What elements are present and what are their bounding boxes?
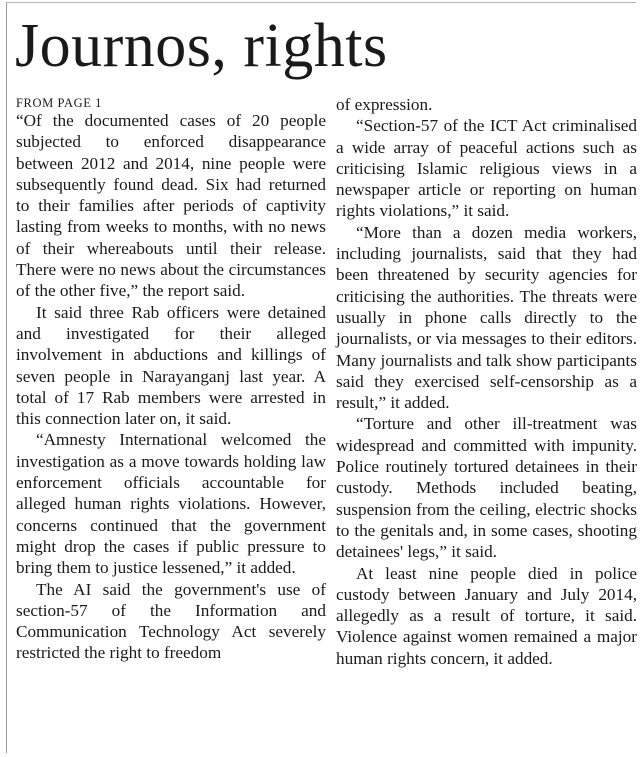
left-rule	[6, 2, 7, 753]
paragraph: “More than a dozen media workers, including journalists, said that they had been threatened by security agencies for criticising the authorities. The threats were usually in phone calls directly to the journalists, or via messages to their editors. Many journalists and talk show participants said they exercised self-censorship as a result,” it added.	[336, 222, 637, 413]
paragraph: “Section-57 of the ICT Act criminalised a wide array of peaceful actions such as criticising Islamic religious views in a newspaper article or reporting on human rights violations,” it said.	[336, 116, 637, 221]
paragraph: It said three Rab officers were detained and investigated for their alleged involvement in abductions and killings of seven people in Narayanganj last year. A total of 17 Rab members were arrested in this connection later on, it said.	[16, 302, 326, 429]
right-column	[336, 94, 637, 669]
paragraph: “Torture and other ill-treatment was widespread and committed with impunity. Police routinely tortured detainees in their custody. Methods included beating, suspension from the ceiling, electric shocks to the genitals and, in some cases, shooting detainees' legs,” it said.	[336, 414, 637, 562]
paragraph: The AI said the government's use of section-57 of the Information and Communication Technology Act severely restricted the right to freedom	[16, 579, 326, 663]
paragraph: At least nine people died in police custody between January and July 2014, allegedly as a result of torture, it said. Violence against women remained a major human rights concern, it added.	[336, 563, 637, 668]
paragraph: “Amnesty International welcomed the investigation as a move towards holding law enforcement officials accountable for alleged human rights violations. However, concerns continued that the government might drop the cases if public pressure to bring them to justice lessened,” it added.	[16, 430, 326, 578]
paragraph: of expression.	[336, 95, 433, 114]
headline: Journos, rights	[15, 12, 388, 80]
paragraph: “Of the documented cases of 20 people subjected to enforced disappearance between 2012 and 2014, nine people were subsequently found dead. Six had returned to their families after periods of captivity lasting from weeks to months, with no news of their whereabouts until their release. There were no news about the circumstances of the other five,” the report said.	[16, 111, 326, 301]
left-column	[16, 94, 326, 664]
kicker: FROM PAGE 1	[16, 96, 103, 110]
top-rule	[6, 2, 636, 3]
